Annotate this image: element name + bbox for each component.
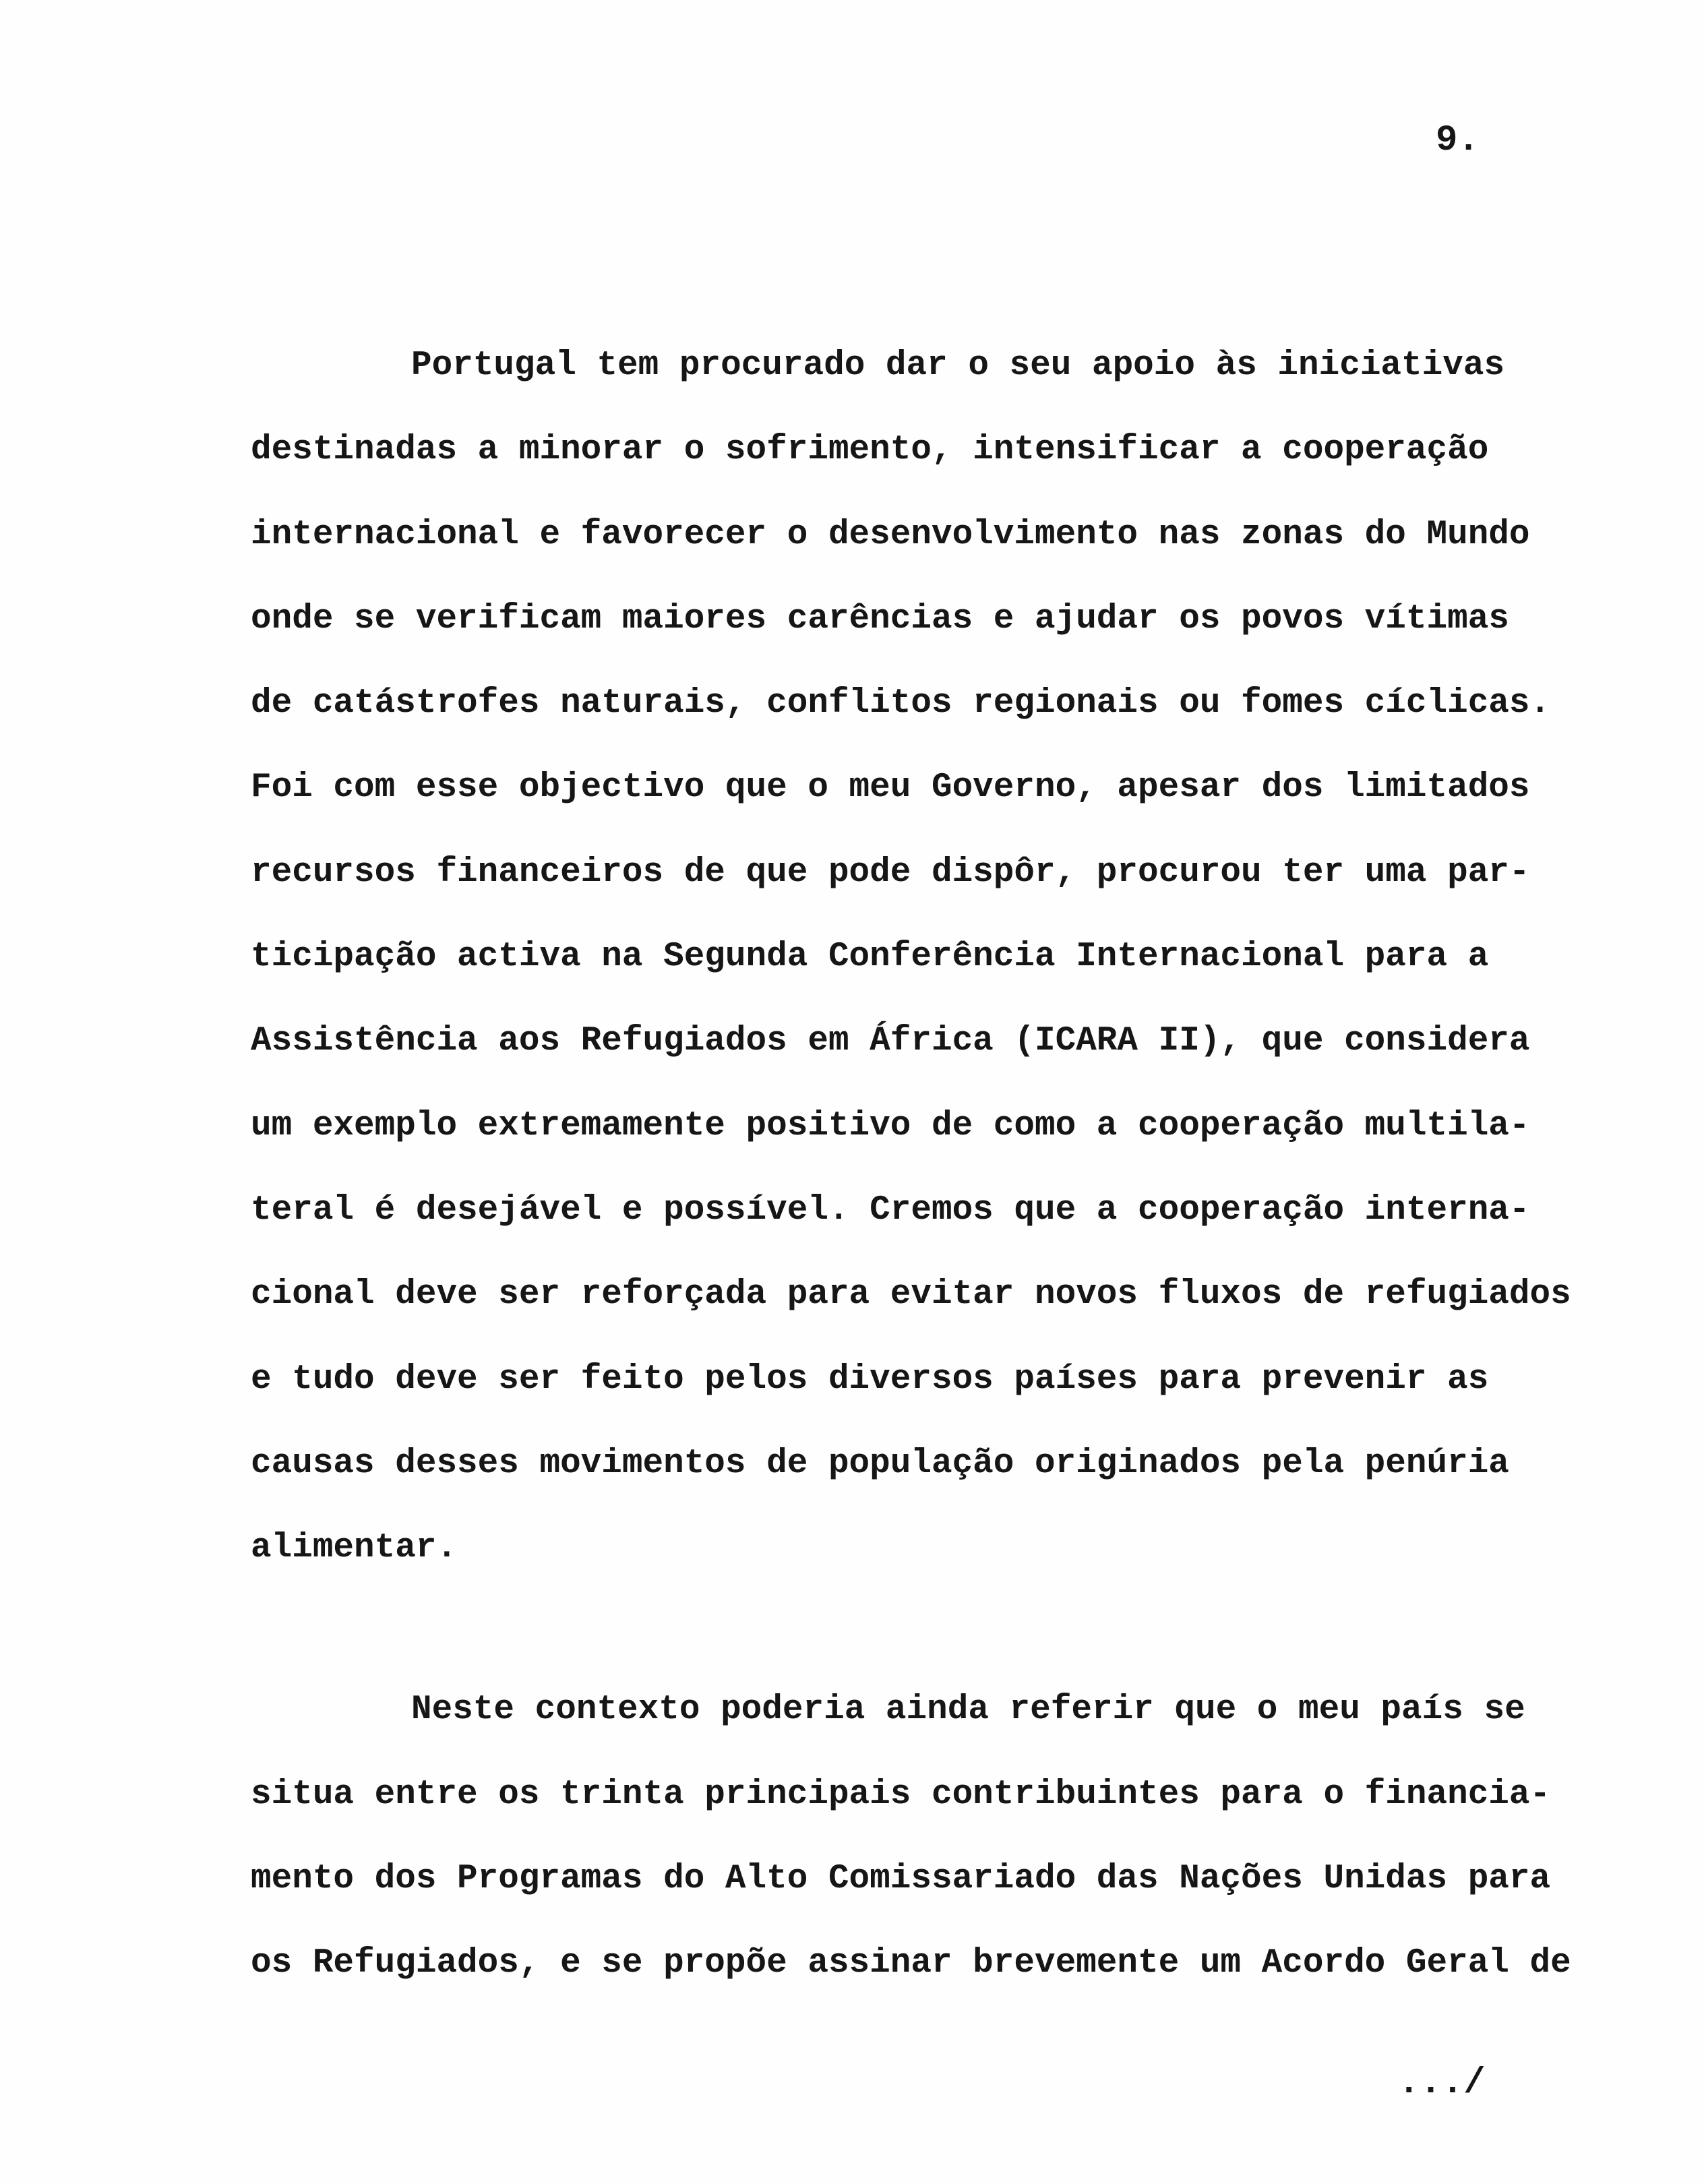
text-line: um exemplo extremamente positivo de como a cooperação multila- — [251, 1106, 1530, 1145]
text-line: ticipação activa na Segunda Conferência Internacional para a — [251, 938, 1489, 977]
text-line: cional deve ser reforçada para evitar novos fluxos de refugiados — [251, 1275, 1571, 1314]
text-line: teral é desejável e possível. Cremos que a cooperação interna- — [251, 1190, 1530, 1230]
text-line: recursos financeiros de que pode dispôr, procurou ter uma par- — [251, 853, 1530, 892]
text-line: situa entre os trinta principais contribuintes para o financia- — [251, 1775, 1551, 1814]
paragraph-1 — [251, 324, 1571, 1590]
text-line: destinadas a minorar o sofrimento, intensificar a cooperação — [251, 431, 1489, 470]
text-line: alimentar. — [251, 1529, 458, 1568]
text-line: mento dos Programas do Alto Comissariado das Nações Unidas para — [251, 1860, 1551, 1899]
text-line: internacional e favorecer o desenvolvimento nas zonas do Mundo — [251, 515, 1530, 554]
page-number: 9. — [1436, 120, 1480, 161]
text-line: causas desses movimentos de população originados pela penúria — [251, 1444, 1509, 1483]
body-text — [251, 324, 1571, 2006]
text-line: Assistência aos Refugiados em África (ICARA II), que considera — [251, 1022, 1530, 1061]
continuation-mark: .../ — [1398, 2063, 1486, 2104]
text-line: onde se verificam maiores carências e ajudar os povos vítimas — [251, 599, 1509, 638]
paragraph-2 — [251, 1668, 1571, 2005]
text-line: e tudo deve ser feito pelos diversos países para prevenir as — [251, 1360, 1489, 1399]
text-line: os Refugiados, e se propõe assinar brevemente um Acordo Geral de — [251, 1944, 1571, 1983]
text-line: de catástrofes naturais, conflitos regionais ou fomes cíclicas. — [251, 684, 1551, 723]
text-line: Neste contexto poderia ainda referir que o meu país se — [411, 1691, 1525, 1730]
text-line: Portugal tem procurado dar o seu apoio às iniciativas — [411, 346, 1505, 385]
text-line: Foi com esse objectivo que o meu Governo, apesar dos limitados — [251, 768, 1530, 808]
